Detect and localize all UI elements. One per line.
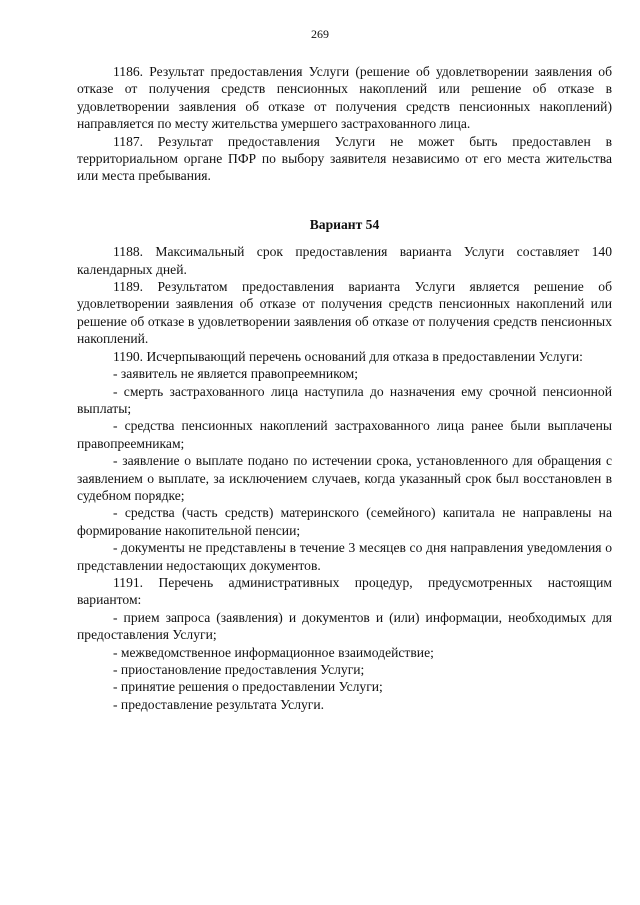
list-item: - заявитель не является правопреемником; — [113, 366, 359, 382]
list-item: - принятие решения о предоставлении Услуги; — [113, 679, 383, 695]
paragraph-1189: 1189. Результатом предоставления варианта Услуги является решение об удовлетворении заявления об отказе от получения средств пенсионных накоплений или решение об отказе в удовлетворении заявления об отказе от получения средств пенсионных накоплений. — [77, 279, 612, 347]
paragraph-1190: 1190. Исчерпывающий перечень оснований для отказа в предоставлении Услуги: — [113, 348, 583, 364]
list-item: - прием запроса (заявления) и документов и (или) информации, необходимых для предоставления Услуги; — [77, 609, 612, 643]
list-item: - предоставление результата Услуги. — [113, 696, 325, 712]
list-item: - средства пенсионных накоплений застрахованного лица ранее были выплачены правопреемникам; — [77, 418, 612, 451]
page-number: 269 — [311, 27, 329, 41]
list-item: - межведомственное информационное взаимодействие; — [113, 644, 434, 660]
list-item: - заявление о выплате подано по истечении срока, установленного для обращения с заявлением о выплате, за исключением случаев, когда указанный срок был восстановлен в судебном порядке; — [77, 453, 612, 503]
list-item: - смерть застрахованного лица наступила до назначения ему срочной пенсионной выплаты; — [77, 383, 612, 416]
list-item: - документы не представлены в течение 3 месяцев со дня направления уведомления о представлении недостающих документов. — [77, 540, 612, 573]
variant-heading: Вариант 54 — [309, 216, 380, 232]
list-item: - приостановление предоставления Услуги; — [113, 662, 365, 677]
list-item: - средства (часть средств) материнского (семейного) капитала не направлены на формирование накопительной пенсии; — [77, 505, 612, 538]
paragraph-1187: 1187. Результат предоставления Услуги не может быть предоставлен в территориальном органе ПФР по выбору заявителя независимо от его места жительства или места пребывания. — [77, 133, 612, 184]
paragraph-1188: 1188. Максимальный срок предоставления варианта Услуги составляет 140 календарных дней. — [77, 244, 612, 277]
paragraph-1191: 1191. Перечень административных процедур, предусмотренных настоящим вариантом: — [77, 574, 612, 608]
paragraph-1186: 1186. Результат предоставления Услуги (решение об удовлетворении заявления об отказе от получения средств пенсионных накоплений или решение об отказе в удовлетворении заявления об отказе от получения средств пенсионных накоплений) направляется по месту жительства умершего застрахованного лица. — [77, 64, 612, 132]
document-body — [77, 63, 612, 713]
